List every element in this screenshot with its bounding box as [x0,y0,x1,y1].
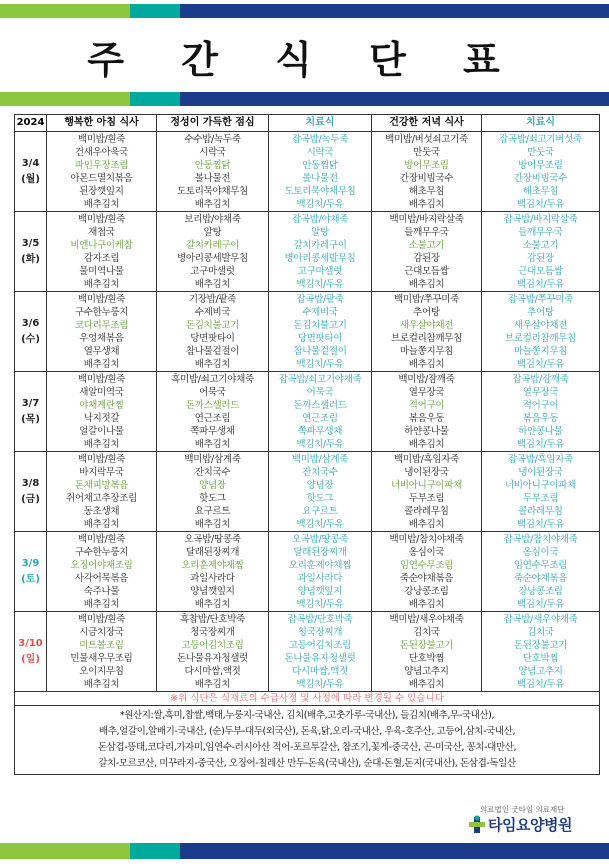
menu-item: 다시마쌈,액젓 [184,666,241,677]
menu-item: 배추김치 [194,359,231,370]
date-cell [15,292,47,372]
menu-item: 백김치/두유 [516,279,565,290]
date-label: 3/5 [21,237,40,249]
menu-item: 코다리무조림 [74,320,129,331]
menu-item: 두부조림 [522,493,559,504]
menu-item: 죽순야채볶음 [513,573,568,584]
menu-item: 양념장 [199,480,226,491]
menu-item: 감자조림 [83,253,120,264]
menu-item: 배추김치 [408,679,445,690]
breakfast-cell [47,612,157,692]
menu-item: 잡곡밥/바지락살죽 [503,214,578,225]
menu-item: 백김치/두유 [516,199,565,210]
menu-item: 배추김치 [194,599,231,610]
menu-item: 백미밥/흰죽 [77,374,126,385]
menu-item: 병아리콩세발무침 [284,253,356,264]
menu-item: 구수한누룽지 [74,307,129,318]
menu-item: 근대모듬쌈 [404,266,449,277]
menu-item: 잡곡밥/야채죽 [291,214,349,225]
menu-item: 간장비빔국수 [399,173,454,184]
menu-item: 민물새우무조림 [70,653,133,664]
lunch-cell [157,372,269,452]
menu-item: 배추김치 [194,439,231,450]
lunch-cell [157,132,269,212]
menu-item: 돈까스샐러드 [185,400,240,411]
menu-item: 다시마쌈,액젓 [292,666,348,677]
menu-item: 잡곡밥/단호박죽 [287,614,353,625]
menu-item: 백김치/두유 [516,679,565,690]
menu-item: 잡곡밥/녹두죽 [291,134,349,145]
menu-item: 배추김치 [194,199,231,210]
lunch-therapeutic-header: 치료식 [269,115,372,132]
dinner-therapeutic-cell [482,292,600,372]
menu-item: 수수밥/녹두죽 [184,134,241,145]
menu-item: 고등어김치조림 [288,640,352,651]
lunch-therapeutic-cell [269,212,372,292]
menu-item: 파인우장조림 [74,160,129,171]
day-of-week-label: (일) [21,653,40,665]
date-label: 3/10 [18,637,43,649]
menu-item: 배추김치 [194,519,231,530]
weekly-menu-table [14,114,600,775]
menu-item: 수제비국 [194,307,231,318]
menu-item: 시락국 [199,147,226,158]
menu-item: 마늘쫑지무침 [513,346,568,357]
menu-item: 볼나물전 [302,173,338,184]
menu-item: 백김치/두유 [296,519,344,530]
menu-item: 백미밥/흑임자죽 [393,454,460,465]
menu-item: 만둣국 [413,147,440,158]
menu-item: 배추김치 [83,519,120,530]
menu-item: 고구마샐럿 [297,266,343,277]
dinner-cell [372,292,482,372]
menu-item: 건새우아욱국 [74,147,129,158]
menu-item: 달래된장찌개 [185,547,240,558]
breakfast-cell [47,132,157,212]
date-label: 3/4 [21,157,40,169]
menu-item: 요구르트 [194,506,231,517]
menu-item: 소불고기 [522,240,559,251]
menu-item: 백김치/두유 [516,599,565,610]
menu-item: 너비아니구이파채 [390,480,463,491]
menu-item: 배추김치 [83,359,120,370]
origin-line: 돈삼겹-뜽태,코다리,가자미,임연수-러시아산 적어-포르투갈산, 참조기,꽃게-중국산, 곤-미국산, 꽁치-대만산, [97,742,517,753]
menu-item: 어묵국 [199,387,226,398]
day-row [15,532,600,612]
menu-item: 단호박찜 [408,653,445,664]
menu-item: 돈김치불고기 [185,320,240,331]
menu-item: 배추김치 [83,599,120,610]
menu-item: 배추김치 [408,199,445,210]
menu-item: 해초무침 [522,186,559,197]
menu-item: 백김치/두유 [516,359,565,370]
day-of-week-label: (화) [21,253,40,265]
menu-item: 너비아니구이파채 [504,480,577,491]
menu-item: 새알미역국 [79,387,124,398]
menu-item: 양념깻잎지 [190,586,235,597]
dinner-cell [372,532,482,612]
dinner-header: 건강한 저녁 식사 [372,115,482,132]
origin-row [15,706,600,775]
lunch-header: 정성이 가득한 점심 [157,115,269,132]
day-of-week-label: (금) [21,493,40,505]
notice-row [15,692,600,706]
day-row [15,212,600,292]
menu-item: 도토리묵야채무침 [284,186,356,197]
menu-item: 야채계란찜 [79,400,124,411]
date-cell [15,532,47,612]
menu-item: 오이지무침 [79,666,124,677]
menu-item: 바지락무국 [79,467,124,478]
menu-item: 병아리콩세발무침 [176,253,249,264]
dinner-therapeutic-header: 치료식 [482,115,600,132]
menu-item: 임연수무조림 [399,560,454,571]
menu-item: 갈치카레구이 [293,240,347,251]
dinner-cell [372,452,482,532]
menu-item: 배추김치 [83,199,120,210]
day-of-week-label: (토) [21,573,40,585]
dinner-therapeutic-cell [482,612,600,692]
date-cell [15,372,47,452]
dinner-cell [372,372,482,452]
menu-item: 열무장국 [522,387,559,398]
menu-item: 백김치/두유 [296,599,344,610]
bottom-color-stripe [0,843,609,859]
menu-item: 돈채피망볶음 [74,480,129,491]
menu-item: 잡곡밥/쇠고기버섯죽 [499,134,582,145]
menu-item: 당면팟타이 [297,333,343,344]
menu-item: 추어탕 [413,307,440,318]
lunch-therapeutic-cell [269,452,372,532]
menu-item: 브로컬리참깨무침 [504,333,577,344]
menu-item: 요구르트 [302,506,338,517]
menu-item: 콜라레무침 [518,506,563,517]
lunch-cell [157,612,269,692]
menu-item: 잔치국수 [302,467,338,478]
year-header: 2024 [15,115,47,132]
menu-item: 백미밥/흰죽 [77,614,126,625]
menu-item: 얼갈이나물 [79,426,124,437]
date-label: 3/8 [21,477,40,489]
origin-line: 배추,얼갈이,알배기-국내산, (순)두부-대두(외국산), 돈육,닭,오리-국내산, 우육-호주산, 고등어,삼치-국내산, [98,726,516,737]
date-cell [15,132,47,212]
dinner-therapeutic-cell [482,212,600,292]
lunch-therapeutic-cell [269,132,372,212]
menu-item: 백김치/두유 [516,519,565,530]
menu-item: 백미밥/삼계죽 [184,454,241,465]
date-cell [15,212,47,292]
menu-item: 백김치/두유 [296,679,344,690]
origin-line: 갈치-모르코산, 미꾸라지-중국산, 오징어-칠레산 만두-돈육(국내산), 순대-돈혈,돈지(국내산), 돈삼겹-독일산 [98,758,516,769]
menu-item: 오리훈제야채찜 [181,560,244,571]
menu-item: 들깨무우국 [518,227,563,238]
day-row [15,612,600,692]
logo-subtitle: 의료법인 굿타임 의료재단 [480,805,565,814]
dinner-therapeutic-cell [482,532,600,612]
menu-item: 볶음우동 [522,413,559,424]
menu-item: 배추김치 [408,359,445,370]
day-row [15,292,600,372]
lunch-cell [157,212,269,292]
dinner-cell [372,612,482,692]
menu-item: 고구마샐럿 [190,266,235,277]
menu-item: 도토리묵야채무침 [176,186,249,197]
menu-item: 근대모듬쌈 [518,266,563,277]
menu-item: 오곡밥/땅콩죽 [184,534,241,545]
menu-item: 방어무조림 [518,160,563,171]
menu-item: 백김치/두유 [516,439,565,450]
menu-item: 백미밥/잠깨죽 [398,374,455,385]
menu-item: 백미밥/흰죽 [77,294,126,305]
menu-item: 백김치/두유 [296,199,344,210]
origin-line: *원산지:쌀,흑미,찹쌀,백태,누룽지-국내산, 김치(배추,고춧가루-국내산), 들김치(배추,무-국내산), [119,710,495,721]
menu-item: 과일사라다 [297,573,343,584]
menu-item: 볼나물전 [194,173,231,184]
lunch-therapeutic-cell [269,292,372,372]
menu-item: 두부조림 [408,493,445,504]
menu-item: 배추김치 [83,279,120,290]
menu-item: 배추김치 [194,679,231,690]
menu-item: 잡곡밥/잠깨죽 [512,374,569,385]
menu-item: 잔치국수 [194,467,231,478]
menu-item: 재첩국 [88,227,115,238]
menu-item: 배추김치 [408,439,445,450]
menu-item: 알탕 [311,227,329,238]
menu-item: 보리밥/야채죽 [184,214,241,225]
menu-item: 콜라레무침 [404,506,449,517]
breakfast-cell [47,212,157,292]
day-row [15,372,600,452]
hospital-name: 타임요양병원 [488,816,572,834]
menu-item: 수제비국 [302,307,338,318]
menu-item: 오리훈제야채찜 [288,560,352,571]
menu-item: 잡곡밥/쭈꾸미죽 [507,294,574,305]
menu-item: 참나물겉절이 [293,346,347,357]
menu-item: 동초생채 [83,506,120,517]
menu-item: 흑찹밥/단호박죽 [179,614,246,625]
menu-item: 적어구이 [408,400,445,411]
dinner-cell [372,212,482,292]
menu-item: 연근조림 [302,413,338,424]
date-label: 3/9 [21,557,40,569]
page-title: 주 간 식 단 표 [87,38,522,82]
menu-item: 배추김치 [408,279,445,290]
menu-item: 냉이된장국 [404,467,449,478]
origin-info [15,706,600,775]
breakfast-cell [47,532,157,612]
menu-item: 핫도그 [306,493,334,504]
menu-item: 사각어묵볶음 [74,573,129,584]
menu-item: 백미밥/쭈꾸미죽 [393,294,460,305]
menu-item: 양념고추지 [404,666,449,677]
menu-item: 배추김치 [408,519,445,530]
menu-item: 미트볼조림 [79,640,124,651]
day-of-week-label: (월) [21,173,40,185]
menu-item: 해초무침 [408,186,445,197]
menu-item: 청국장찌개 [297,627,343,638]
menu-item: 알탕 [203,227,222,238]
menu-item: 돈된장불고기 [513,640,568,651]
breakfast-cell [47,292,157,372]
menu-item: 백미밥/흰죽 [77,454,126,465]
menu-item: 당면팟타이 [190,333,235,344]
lunch-cell [157,452,269,532]
menu-item: 양념깻잎지 [297,586,343,597]
breakfast-cell [47,372,157,452]
menu-item: 달래된장찌개 [293,547,347,558]
menu-item: 안동찜닭 [302,160,338,171]
hospital-logo-icon [467,815,487,835]
menu-item: 추어탕 [527,307,554,318]
menu-item: 아몬드멸치볶음 [70,173,133,184]
menu-item: 임연수무조림 [513,560,568,571]
menu-item: 마늘쫑지무침 [399,346,454,357]
menu-item: 양념장 [306,480,334,491]
menu-item: 하얀콩나물 [404,426,449,437]
dinner-therapeutic-cell [482,452,600,532]
day-of-week-label: (수) [21,333,40,345]
menu-item: 시락국 [306,147,334,158]
lunch-therapeutic-cell [269,532,372,612]
menu-item: 된장깻잎지 [79,186,124,197]
notice-text: ※위 식단은 식재료의 수급사정 및 사정에 따라 변경될 수 있습니다 [15,692,600,706]
menu-item: 돈나물유자청샐럿 [284,653,356,664]
menu-item: 비엔나구이케찹 [70,240,133,251]
menu-item: 낙지젓갈 [83,413,120,424]
menu-item: 돈나물유자청샐럿 [176,653,249,664]
menu-item: 쪽파무생채 [190,426,235,437]
date-label: 3/7 [21,397,40,409]
menu-item: 옹심이국 [522,547,559,558]
menu-item: 백미밥/바지락살죽 [389,214,464,225]
menu-item: 잡곡밥/새우야채죽 [503,614,578,625]
menu-item: 쪽파무생채 [297,426,343,437]
day-row [15,132,600,212]
menu-item: 돈된장불고기 [399,640,454,651]
menu-item: 오징어야채조림 [70,560,133,571]
menu-item: 새우살야채전 [513,320,568,331]
menu-item: 새우살야채전 [399,320,454,331]
menu-item: 잡곡밥/흑임자죽 [507,454,574,465]
menu-item: 안동찜닭 [194,160,231,171]
menu-item: 흑미밥/쇠고기야채죽 [171,374,254,385]
menu-item: 숙주나물 [83,586,120,597]
menu-item: 잡곡밥/참치야채죽 [503,534,578,545]
menu-item: 적어구이 [522,400,559,411]
header-row [15,115,600,132]
menu-item: 강낭콩조림 [404,586,449,597]
menu-item: 백미밥/흰죽 [77,534,126,545]
menu-item: 기장밥/팥죽 [188,294,237,305]
menu-item: 잡곡밥/쇠고기야채죽 [278,374,362,385]
menu-item: 백미밥/새우야채죽 [389,614,464,625]
menu-item: 물미역나물 [79,266,124,277]
menu-item: 핫도그 [199,493,226,504]
menu-item: 백미밥/흰죽 [77,134,126,145]
menu-item: 백미밥/흰죽 [77,214,126,225]
breakfast-header: 행복한 아침 식사 [47,115,157,132]
menu-item: 어묵국 [306,387,334,398]
menu-item: 브로컬리참깨무침 [390,333,463,344]
menu-item: 청국장찌개 [190,627,235,638]
day-of-week-label: (목) [21,413,40,425]
menu-item: 돈김치불고기 [293,320,347,331]
menu-item: 백미밥/버섯쇠고기죽 [385,134,468,145]
menu-item: 열무장국 [408,387,445,398]
menu-item: 김치국 [527,627,554,638]
top-color-stripe [0,4,609,18]
menu-item: 볶음우동 [408,413,445,424]
menu-item: 감된장 [527,253,554,264]
menu-item: 백미밥/참치야채죽 [389,534,464,545]
menu-item: 배추김치 [83,439,120,450]
dinner-therapeutic-cell [482,372,600,452]
menu-item: 백미밥/삼계죽 [291,454,349,465]
menu-item: 배추김치 [194,279,231,290]
menu-item: 배추김치 [408,599,445,610]
menu-item: 간장비빔국수 [513,173,568,184]
menu-item: 김치국 [413,627,440,638]
date-cell [15,612,47,692]
menu-item: 우엉채볶음 [79,333,124,344]
menu-item: 쥐어채고추장조림 [65,493,138,504]
breakfast-cell [47,452,157,532]
dinner-therapeutic-cell [482,132,600,212]
menu-item: 열무생채 [83,346,120,357]
menu-item: 들깨무우국 [404,227,449,238]
dinner-cell [372,132,482,212]
menu-item: 하얀콩나물 [518,426,563,437]
date-label: 3/6 [21,317,40,329]
menu-item: 참나물겉절이 [185,346,240,357]
menu-item: 백김치/두유 [296,439,344,450]
menu-item: 백김치/두유 [296,279,344,290]
lunch-therapeutic-cell [269,612,372,692]
menu-item: 냉이된장국 [518,467,563,478]
menu-item: 과일사라다 [190,573,235,584]
date-cell [15,452,47,532]
menu-item: 양념고추지 [518,666,563,677]
lunch-therapeutic-cell [269,372,372,452]
menu-item: 배추김치 [83,679,120,690]
day-row [15,452,600,532]
menu-item: 고등어김치조림 [181,640,244,651]
menu-item: 방어무조림 [404,160,449,171]
menu-item: 구수한누룽지 [74,547,129,558]
menu-item: 백김치/두유 [296,359,344,370]
menu-item: 죽순야채볶음 [399,573,454,584]
menu-item: 오곡밥/땅콩죽 [291,534,349,545]
menu-item: 갈치카레구이 [185,240,240,251]
menu-item: 시금치장국 [79,627,124,638]
menu-item: 잡곡밥/팥죽 [296,294,344,305]
menu-item: 연근조림 [194,413,231,424]
menu-item: 감된장 [413,253,440,264]
menu-item: 단호박찜 [522,653,559,664]
menu-item: 만둣국 [527,147,554,158]
menu-item: 돈까스샐러드 [293,400,347,411]
lunch-cell [157,532,269,612]
menu-item: 강낭콩조림 [518,586,563,597]
menu-item: 소불고기 [408,240,445,251]
middle-color-stripe [0,92,609,106]
lunch-cell [157,292,269,372]
menu-item: 옹심이국 [408,547,445,558]
